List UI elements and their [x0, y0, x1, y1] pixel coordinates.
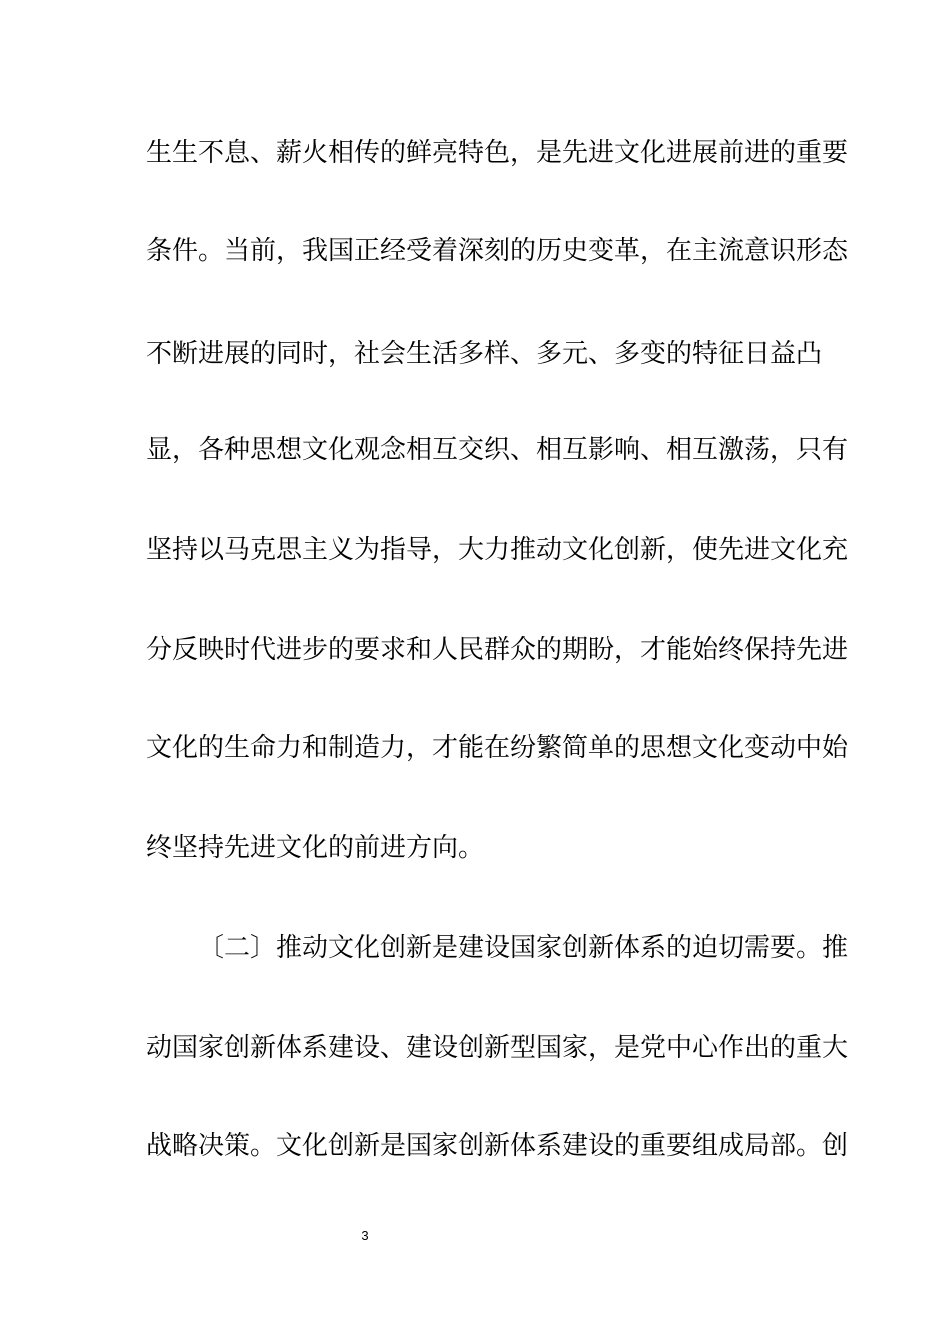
body-text-line: 终坚持先进文化的前进方向。 [146, 833, 485, 863]
body-text-line: 分反映时代进步的要求和人民群众的期盼，才能始终保持先进 [146, 635, 849, 665]
body-text-line: 坚持以马克思主义为指导，大力推动文化创新，使先进文化充 [146, 535, 849, 565]
body-text-line: 不断进展的同时，社会生活多样、多元、多变的特征日益凸 [146, 339, 823, 369]
page-number: 3 [361, 1228, 369, 1243]
body-text-line: 条件。当前，我国正经受着深刻的历史变革，在主流意识形态 [146, 236, 849, 266]
body-text-line: 生生不息、薪火相传的鲜亮特色，是先进文化进展前进的重要 [146, 138, 849, 168]
body-text-line: 文化的生命力和制造力，才能在纷繁简单的思想文化变动中始 [146, 733, 849, 763]
body-text-line: 显，各种思想文化观念相互交织、相互影响、相互激荡，只有 [146, 435, 849, 465]
body-text-line: 战略决策。文化创新是国家创新体系建设的重要组成局部。创 [146, 1131, 849, 1161]
body-text-line: 动国家创新体系建设、建设创新型国家，是党中心作出的重大 [146, 1033, 849, 1063]
section-heading-line: 〔二〕推动文化创新是建设国家创新体系的迫切需要。推 [198, 933, 849, 963]
